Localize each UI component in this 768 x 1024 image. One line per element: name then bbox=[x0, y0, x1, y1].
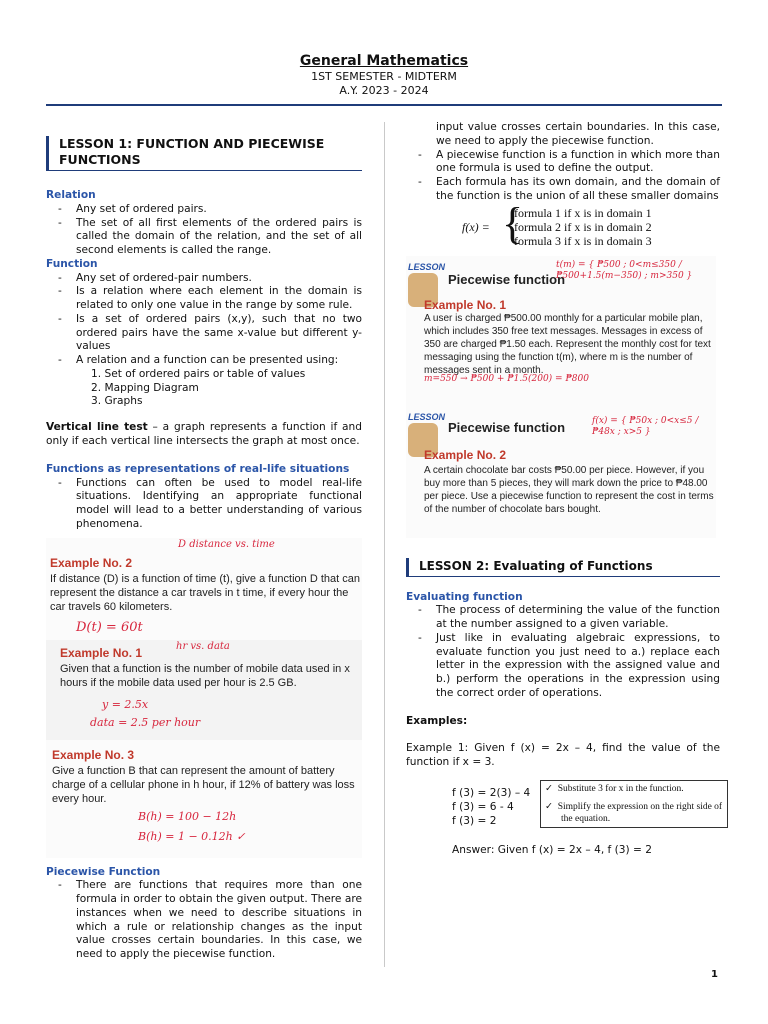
example2-text: If distance (D) is a function of time (t), give a function D that can represent the distance a car travels in t time, if every hour the car travels 60 kilometers. bbox=[50, 572, 360, 613]
reallife-heading: Functions as representations of real-life situations bbox=[46, 462, 350, 475]
vlt-definition: – a graph represents a function if and only if each vertical line intersects the graph at most once. bbox=[46, 421, 362, 448]
example1-answer-2: data = 2.5 per hour bbox=[90, 715, 201, 729]
example1-text: Given that a function is the number of mobile data used in x hours if the mobile data used per hour is 2.5 GB. bbox=[60, 662, 350, 689]
example2-label: Example No. 2 bbox=[50, 555, 133, 570]
document-title: General Mathematics bbox=[299, 53, 469, 69]
left-column bbox=[46, 136, 362, 961]
example3-answer-1: B(h) = 100 − 12h bbox=[138, 809, 237, 823]
list-item: - A piecewise function is a function in which more than one formula is used to define the output. bbox=[406, 149, 720, 177]
solution-note: ✓ Substitute 3 for x in the function. bbox=[545, 784, 684, 795]
representation-list bbox=[46, 368, 362, 409]
academic-year: A.Y. 2023 - 2024 bbox=[339, 84, 429, 97]
relation-list bbox=[46, 203, 362, 258]
ex1-work: m=550 → ₱500 + ₱1.5(200) = ₱800 bbox=[424, 373, 589, 384]
document-header bbox=[0, 52, 768, 98]
list-item: 3. Graphs bbox=[91, 395, 143, 408]
solution-note: ✓ Simplify the expression on the right side of the equation. bbox=[545, 802, 723, 825]
pw-example1-label: Example No. 1 bbox=[424, 297, 507, 312]
solution-step: f (3) = 2(3) – 4 bbox=[452, 787, 531, 800]
column-divider bbox=[384, 122, 385, 967]
brace-icon: { bbox=[502, 198, 524, 248]
vertical-line-test bbox=[46, 421, 362, 449]
solution-step: f (3) = 2 bbox=[452, 815, 497, 828]
formula-case: formula 1 if x is in domain 1 bbox=[514, 205, 652, 220]
example1-label: Example No. 1 bbox=[60, 645, 143, 660]
lesson-tag: LESSON bbox=[408, 261, 446, 272]
solution-step: f (3) = 6 - 4 bbox=[452, 801, 514, 814]
formula-cases bbox=[514, 206, 652, 248]
list-item: - Is a relation where each element in the domain is related to only one value in the range by some rule. bbox=[46, 285, 362, 313]
lesson1-title: LESSON 1: FUNCTION AND PIECEWISE FUNCTIONS bbox=[46, 136, 362, 171]
piecewise-heading: Piecewise Function bbox=[46, 865, 161, 878]
piecewise-list bbox=[46, 879, 362, 962]
example1-answer: Answer: Given f (x) = 2x – 4, f (3) = 2 bbox=[452, 844, 653, 857]
relation-heading: Relation bbox=[46, 189, 96, 201]
example2-answer: D(t) = 60t bbox=[76, 619, 143, 635]
list-item: 2. Mapping Diagram bbox=[91, 381, 199, 394]
list-item: - Just like in evaluating algebraic expressions, to evaluate function you just need to a.) replace each letter in the expression with the assigned value and b.) perform the operations in the expression using the correct order of operations. bbox=[406, 632, 720, 701]
formula-case: formula 3 if x is in domain 3 bbox=[514, 233, 652, 248]
example3-text: Give a function B that can represent the amount of battery charge of a cellular phone in h hour, if 12% of battery was loss every hour. bbox=[52, 764, 355, 805]
piecewise-examples-image bbox=[406, 256, 716, 538]
semester-label: 1ST SEMESTER - MIDTERM bbox=[311, 70, 457, 83]
lesson2-title: LESSON 2: Evaluating of Functions bbox=[406, 558, 720, 577]
list-item: - The set of all first elements of the ordered pairs is called the domain of the relation, and the set of all second elements is called the range. bbox=[46, 217, 362, 258]
example1-solution bbox=[406, 780, 723, 832]
list-item: - Any set of ordered-pair numbers. bbox=[46, 272, 362, 286]
example2-annotation: D distance vs. time bbox=[178, 538, 275, 550]
list-item: - Is a set of ordered pairs (x,y), such that no two ordered pairs have the same x-value but different y-values bbox=[46, 313, 362, 354]
formula-lhs: f(x) = bbox=[462, 219, 490, 234]
solution-steps bbox=[452, 786, 530, 828]
check-icon: ✓ bbox=[545, 802, 558, 813]
page-number: 1 bbox=[711, 969, 718, 980]
list-item: 1. Set of ordered pairs or table of values bbox=[91, 367, 306, 380]
list-item: - There are functions that requires more than one formula in order to obtain the given output. There are instances when we need to describe situations in which a rule or relationship changes as the input value crosses certain boundaries. In this case, we need to apply the piecewise function. bbox=[46, 879, 362, 962]
examples-image bbox=[46, 538, 362, 858]
list-item: - The process of determining the value of the function at the number assigned to a given variable. bbox=[406, 604, 720, 632]
function-list bbox=[46, 272, 362, 368]
example1-answer-1: y = 2.5x bbox=[102, 697, 149, 711]
function-heading: Function bbox=[46, 257, 98, 270]
check-icon: ✓ bbox=[545, 784, 558, 795]
list-item: - Each formula has its own domain, and the domain of the function is the union of all these smaller domains bbox=[406, 176, 720, 204]
example1-statement: Example 1: Given f (x) = 2x – 4, find the value of the function if x = 3. bbox=[406, 742, 720, 769]
ex1-handwritten: t(m) = { ₱500 ; 0<m≤350 / ₱500+1.5(m−350) ; m>350 } bbox=[556, 259, 693, 282]
piecewise-list-clip bbox=[46, 879, 362, 961]
reallife-list bbox=[46, 477, 362, 532]
vlt-term: Vertical line test bbox=[46, 421, 148, 434]
formula-case: formula 2 if x is in domain 2 bbox=[514, 219, 652, 234]
pw-example2-text: A certain chocolate bar costs ₱50.00 per piece. However, if you buy more than 5 pieces, they will mark down the price to ₱48.00 per piece. Use a piecewise function to represent the cost in terms of the number of chocolate bars bought. bbox=[424, 464, 714, 515]
piecewise-list-continued bbox=[406, 121, 720, 204]
example1-annotation: hr vs. data bbox=[176, 640, 230, 652]
evaluating-heading: Evaluating function bbox=[406, 590, 523, 603]
evaluating-list bbox=[406, 604, 720, 700]
header-divider bbox=[46, 104, 722, 106]
piecewise-formula bbox=[406, 198, 720, 250]
piecewise-title-1: Piecewise function bbox=[448, 271, 566, 287]
list-item: - Functions can often be used to model real-life situations. Identifying an appropriate functional model will lead to a better understanding of various phenomena. bbox=[46, 477, 362, 532]
ex2-handwritten: f(x) = { ₱50x ; 0<x≤5 / ₱48x ; x>5 } bbox=[592, 415, 699, 438]
example3-answer-2: B(h) = 1 − 0.12h ✓ bbox=[138, 829, 246, 843]
pw-example1-text: A user is charged ₱500.00 monthly for a particular mobile plan, which includes 350 free text messages. Messages in excess of 350 are charged ₱1.50 each. Represent the monthly cost for text messaging using the function t(m), where m is the number of messages sent in a month. bbox=[424, 312, 711, 376]
solution-notes-box bbox=[540, 780, 728, 828]
list-item: - Any set of ordered pairs. bbox=[46, 203, 362, 217]
right-column bbox=[406, 121, 723, 858]
piecewise-title-2: Piecewise function bbox=[448, 419, 566, 435]
example3-label: Example No. 3 bbox=[52, 747, 135, 762]
list-item: - A relation and a function can be presented using: bbox=[46, 354, 362, 368]
examples-label: Examples: bbox=[406, 714, 468, 727]
pw-example2-label: Example No. 2 bbox=[424, 447, 507, 462]
list-item-continued: input value crosses certain boundaries. In this case, we need to apply the piecewise function. bbox=[436, 121, 720, 147]
lesson-tag: LESSON bbox=[408, 411, 446, 422]
